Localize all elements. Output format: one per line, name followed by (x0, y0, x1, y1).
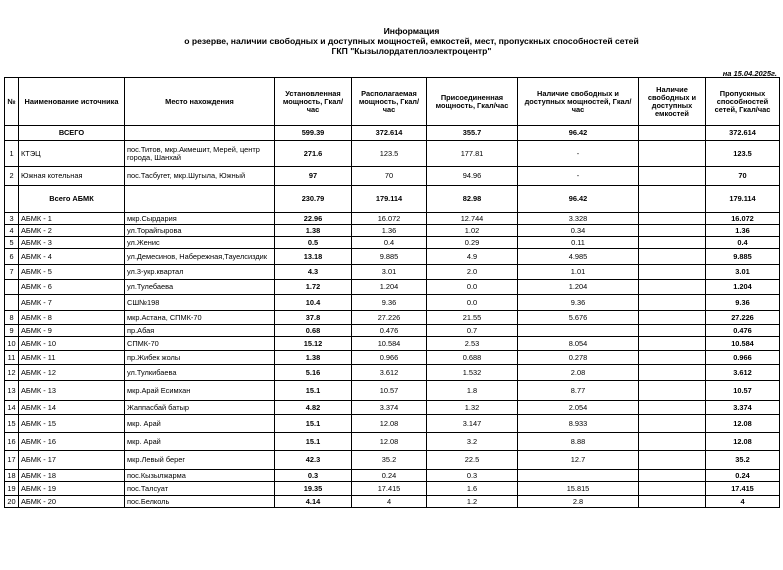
cell-inst: 10.4 (275, 295, 352, 311)
cell-cap (639, 186, 706, 213)
table-row (5, 415, 780, 433)
cell-cap (639, 325, 706, 337)
cell-no: 19 (5, 482, 19, 496)
cell-inst: 42.3 (275, 451, 352, 470)
cell-conn: 177.81 (427, 141, 518, 167)
cell-conn: 1.8 (427, 381, 518, 401)
cell-thr: 0.476 (706, 325, 780, 337)
cell-thr: 3.01 (706, 265, 780, 280)
cell-free: - (518, 141, 639, 167)
table-row (5, 482, 780, 496)
cell-thr: 9.885 (706, 249, 780, 265)
table-header-row (5, 78, 780, 126)
cell-inst: 0.3 (275, 470, 352, 482)
cell-conn: 3.147 (427, 415, 518, 433)
cell-thr: 9.36 (706, 295, 780, 311)
cell-inst: 4.82 (275, 401, 352, 415)
cell-thr: 12.08 (706, 433, 780, 451)
cell-no: 12 (5, 365, 19, 381)
cell-no: 4 (5, 225, 19, 237)
table-row (5, 280, 780, 295)
cell-free (518, 470, 639, 482)
cell-avail: 9.885 (352, 249, 427, 265)
cell-cap (639, 295, 706, 311)
cell-free: 8.933 (518, 415, 639, 433)
cell-loc: пос.Кызылжарма (125, 470, 275, 482)
cell-no: 13 (5, 381, 19, 401)
table-row (5, 325, 780, 337)
cell-avail: 1.36 (352, 225, 427, 237)
cell-conn: 21.55 (427, 311, 518, 325)
cell-no: 7 (5, 265, 19, 280)
cell-free: 1.01 (518, 265, 639, 280)
cell-loc: мкр.Астана, СПМК-70 (125, 311, 275, 325)
cell-loc: мкр. Арай (125, 433, 275, 451)
cell-conn: 82.98 (427, 186, 518, 213)
cell-name: АБМК - 17 (19, 451, 125, 470)
cell-no: 9 (5, 325, 19, 337)
cell-cap (639, 311, 706, 325)
cell-inst: 13.18 (275, 249, 352, 265)
cell-name: АБМК - 1 (19, 213, 125, 225)
cell-avail: 10.584 (352, 337, 427, 351)
cell-no: 10 (5, 337, 19, 351)
cell-free: 96.42 (518, 186, 639, 213)
cell-name: КТЭЦ (19, 141, 125, 167)
cell-free: 5.676 (518, 311, 639, 325)
cell-cap (639, 451, 706, 470)
cell-free: 96.42 (518, 126, 639, 141)
cell-loc: пос.Титов, мкр.Акмешит, Мерей, центр города, Шанхай (125, 141, 275, 167)
col-header-throughput: Пропускных способностей сетей, Гкал/час (706, 78, 780, 126)
cell-thr: 70 (706, 167, 780, 186)
cell-free: 1.204 (518, 280, 639, 295)
cell-free: - (518, 167, 639, 186)
cell-no: 5 (5, 237, 19, 249)
cell-loc: СШ№198 (125, 295, 275, 311)
cell-conn: 0.3 (427, 470, 518, 482)
cell-avail: 35.2 (352, 451, 427, 470)
cell-conn: 1.6 (427, 482, 518, 496)
cell-free: 8.054 (518, 337, 639, 351)
table-row (5, 167, 780, 186)
cell-conn: 2.0 (427, 265, 518, 280)
cell-inst: 22.96 (275, 213, 352, 225)
cell-loc: мкр.Арай Есимхан (125, 381, 275, 401)
table-row (5, 237, 780, 249)
table-row (5, 141, 780, 167)
col-header-no: № (5, 78, 19, 126)
cell-avail: 12.08 (352, 415, 427, 433)
cell-conn: 3.2 (427, 433, 518, 451)
cell-name: АБМК - 13 (19, 381, 125, 401)
table-row (5, 186, 780, 213)
cell-free (518, 325, 639, 337)
cell-inst: 599.39 (275, 126, 352, 141)
table-row (5, 225, 780, 237)
cell-thr: 10.584 (706, 337, 780, 351)
cell-cap (639, 337, 706, 351)
cell-inst: 15.1 (275, 415, 352, 433)
cell-name: АБМК - 10 (19, 337, 125, 351)
cell-inst: 19.35 (275, 482, 352, 496)
col-header-free: Наличие свободных и доступных мощностей, Гкал/час (518, 78, 639, 126)
cell-free: 9.36 (518, 295, 639, 311)
cell-inst: 37.8 (275, 311, 352, 325)
cell-avail: 3.01 (352, 265, 427, 280)
cell-loc: СПМК-70 (125, 337, 275, 351)
cell-free: 2.08 (518, 365, 639, 381)
cell-no: 3 (5, 213, 19, 225)
cell-name: АБМК - 12 (19, 365, 125, 381)
cell-loc: мкр.Левый берег (125, 451, 275, 470)
cell-avail: 1.204 (352, 280, 427, 295)
cell-cap (639, 433, 706, 451)
cell-inst: 1.38 (275, 351, 352, 365)
table-row (5, 126, 780, 141)
table-row (5, 401, 780, 415)
cell-inst: 0.68 (275, 325, 352, 337)
cell-inst: 15.1 (275, 433, 352, 451)
cell-no: 1 (5, 141, 19, 167)
cell-avail: 372.614 (352, 126, 427, 141)
cell-no: 18 (5, 470, 19, 482)
cell-conn: 4.9 (427, 249, 518, 265)
cell-cap (639, 167, 706, 186)
cell-inst: 1.72 (275, 280, 352, 295)
cell-cap (639, 365, 706, 381)
cell-name: Южная котельная (19, 167, 125, 186)
cell-loc (125, 126, 275, 141)
cell-avail: 4 (352, 496, 427, 508)
cell-thr: 3.374 (706, 401, 780, 415)
cell-name: АБМК - 16 (19, 433, 125, 451)
cell-no (5, 126, 19, 141)
cell-conn: 22.5 (427, 451, 518, 470)
capacity-table (4, 77, 780, 508)
cell-avail: 123.5 (352, 141, 427, 167)
cell-avail: 0.476 (352, 325, 427, 337)
cell-cap (639, 280, 706, 295)
cell-name: АБМК - 9 (19, 325, 125, 337)
cell-cap (639, 213, 706, 225)
cell-name: АБМК - 4 (19, 249, 125, 265)
doc-title-line3: ГКП "Кызылордатеплоэлектроцентр" (331, 46, 492, 56)
cell-free: 12.7 (518, 451, 639, 470)
cell-cap (639, 225, 706, 237)
cell-avail: 3.374 (352, 401, 427, 415)
cell-thr: 35.2 (706, 451, 780, 470)
cell-avail: 10.57 (352, 381, 427, 401)
cell-conn: 1.2 (427, 496, 518, 508)
cell-avail: 12.08 (352, 433, 427, 451)
cell-thr: 12.08 (706, 415, 780, 433)
cell-name: АБМК - 5 (19, 265, 125, 280)
cell-loc: мкр.Сырдария (125, 213, 275, 225)
cell-free: 3.328 (518, 213, 639, 225)
cell-name: АБМК - 14 (19, 401, 125, 415)
cell-free: 0.278 (518, 351, 639, 365)
cell-avail: 0.24 (352, 470, 427, 482)
cell-no: 11 (5, 351, 19, 365)
cell-thr: 123.5 (706, 141, 780, 167)
cell-thr: 4 (706, 496, 780, 508)
cell-no: 20 (5, 496, 19, 508)
cell-conn: 12.744 (427, 213, 518, 225)
cell-inst: 271.6 (275, 141, 352, 167)
cell-conn: 0.29 (427, 237, 518, 249)
table-row (5, 351, 780, 365)
cell-inst: 97 (275, 167, 352, 186)
cell-conn: 0.0 (427, 295, 518, 311)
cell-loc: ул.3-укр.квартал (125, 265, 275, 280)
cell-cap (639, 470, 706, 482)
table-row (5, 249, 780, 265)
cell-no: 16 (5, 433, 19, 451)
col-header-location: Место нахождения (125, 78, 275, 126)
cell-conn: 1.532 (427, 365, 518, 381)
cell-inst: 230.79 (275, 186, 352, 213)
cell-cap (639, 249, 706, 265)
cell-inst: 4.3 (275, 265, 352, 280)
col-header-installed: Установленная мощность, Гкал/час (275, 78, 352, 126)
col-header-capacity: Наличие свободных и доступных емкостей (639, 78, 706, 126)
cell-loc (125, 186, 275, 213)
cell-thr: 0.966 (706, 351, 780, 365)
cell-conn: 0.0 (427, 280, 518, 295)
cell-cap (639, 482, 706, 496)
cell-thr: 17.415 (706, 482, 780, 496)
cell-free: 15.815 (518, 482, 639, 496)
table-row (5, 451, 780, 470)
cell-thr: 1.36 (706, 225, 780, 237)
table-row (5, 295, 780, 311)
cell-avail: 9.36 (352, 295, 427, 311)
cell-name: АБМК - 6 (19, 280, 125, 295)
table-row (5, 433, 780, 451)
cell-inst: 5.16 (275, 365, 352, 381)
cell-thr: 1.204 (706, 280, 780, 295)
cell-free: 0.34 (518, 225, 639, 237)
col-header-available: Располагаемая мощность, Гкал/час (352, 78, 427, 126)
table-row (5, 365, 780, 381)
col-header-name: Наименование источника (19, 78, 125, 126)
cell-no (5, 295, 19, 311)
cell-no: 15 (5, 415, 19, 433)
cell-conn: 94.96 (427, 167, 518, 186)
cell-avail: 3.612 (352, 365, 427, 381)
cell-name: АБМК - 18 (19, 470, 125, 482)
cell-cap (639, 381, 706, 401)
cell-loc: мкр. Арай (125, 415, 275, 433)
cell-conn: 0.688 (427, 351, 518, 365)
cell-loc: пос.Талсуат (125, 482, 275, 496)
cell-inst: 15.12 (275, 337, 352, 351)
cell-inst: 0.5 (275, 237, 352, 249)
table-row (5, 213, 780, 225)
cell-cap (639, 415, 706, 433)
cell-thr: 27.226 (706, 311, 780, 325)
cell-inst: 1.38 (275, 225, 352, 237)
cell-conn: 0.7 (427, 325, 518, 337)
cell-thr: 372.614 (706, 126, 780, 141)
cell-avail: 0.4 (352, 237, 427, 249)
cell-cap (639, 237, 706, 249)
cell-loc: Жаппасбай батыр (125, 401, 275, 415)
cell-name: АБМК - 8 (19, 311, 125, 325)
cell-avail: 0.966 (352, 351, 427, 365)
cell-free: 8.77 (518, 381, 639, 401)
cell-loc: пр.Абая (125, 325, 275, 337)
cell-loc: ул.Демесинов, Набережная,Тауелсиздик (125, 249, 275, 265)
cell-inst: 4.14 (275, 496, 352, 508)
cell-avail: 27.226 (352, 311, 427, 325)
table-row (5, 265, 780, 280)
cell-name: АБМК - 19 (19, 482, 125, 496)
cell-loc: ул.Тулкибаева (125, 365, 275, 381)
cell-loc: пос.Тасбугет, мкр.Шугыла, Южный (125, 167, 275, 186)
report-date: на 15.04.2025г. (722, 69, 777, 78)
cell-loc: пр.Жибек жолы (125, 351, 275, 365)
cell-thr: 0.4 (706, 237, 780, 249)
cell-name: Всего АБМК (19, 186, 125, 213)
cell-thr: 10.57 (706, 381, 780, 401)
cell-no (5, 186, 19, 213)
cell-name: АБМК - 15 (19, 415, 125, 433)
cell-cap (639, 351, 706, 365)
cell-free: 4.985 (518, 249, 639, 265)
cell-inst: 15.1 (275, 381, 352, 401)
cell-no: 17 (5, 451, 19, 470)
cell-conn: 2.53 (427, 337, 518, 351)
cell-free: 2.054 (518, 401, 639, 415)
cell-thr: 179.114 (706, 186, 780, 213)
cell-no: 2 (5, 167, 19, 186)
cell-no: 14 (5, 401, 19, 415)
cell-conn: 355.7 (427, 126, 518, 141)
table-row (5, 337, 780, 351)
cell-loc: ул.Женис (125, 237, 275, 249)
doc-title-line1: Информация (383, 26, 440, 36)
cell-loc: пос.Белколь (125, 496, 275, 508)
cell-thr: 16.072 (706, 213, 780, 225)
cell-cap (639, 496, 706, 508)
cell-loc: ул.Торайгырова (125, 225, 275, 237)
cell-avail: 70 (352, 167, 427, 186)
cell-conn: 1.32 (427, 401, 518, 415)
table-row (5, 311, 780, 325)
cell-free: 8.88 (518, 433, 639, 451)
cell-no (5, 280, 19, 295)
cell-no: 6 (5, 249, 19, 265)
cell-free: 0.11 (518, 237, 639, 249)
cell-loc: ул.Тулебаева (125, 280, 275, 295)
cell-avail: 179.114 (352, 186, 427, 213)
cell-cap (639, 401, 706, 415)
cell-name: АБМК - 3 (19, 237, 125, 249)
cell-cap (639, 126, 706, 141)
cell-name: ВСЕГО (19, 126, 125, 141)
cell-conn: 1.02 (427, 225, 518, 237)
cell-name: АБМК - 20 (19, 496, 125, 508)
table-row (5, 381, 780, 401)
table-row (5, 496, 780, 508)
cell-no: 8 (5, 311, 19, 325)
cell-free: 2.8 (518, 496, 639, 508)
cell-cap (639, 141, 706, 167)
cell-avail: 16.072 (352, 213, 427, 225)
table-row (5, 470, 780, 482)
cell-thr: 0.24 (706, 470, 780, 482)
cell-avail: 17.415 (352, 482, 427, 496)
doc-title-line2: о резерве, наличии свободных и доступных мощностей, емкостей, мест, пропускных способностей сетей (184, 36, 639, 46)
col-header-connected: Присоединенная мощность, Гкал/час (427, 78, 518, 126)
cell-thr: 3.612 (706, 365, 780, 381)
cell-cap (639, 265, 706, 280)
cell-name: АБМК - 7 (19, 295, 125, 311)
cell-name: АБМК - 11 (19, 351, 125, 365)
cell-name: АБМК - 2 (19, 225, 125, 237)
